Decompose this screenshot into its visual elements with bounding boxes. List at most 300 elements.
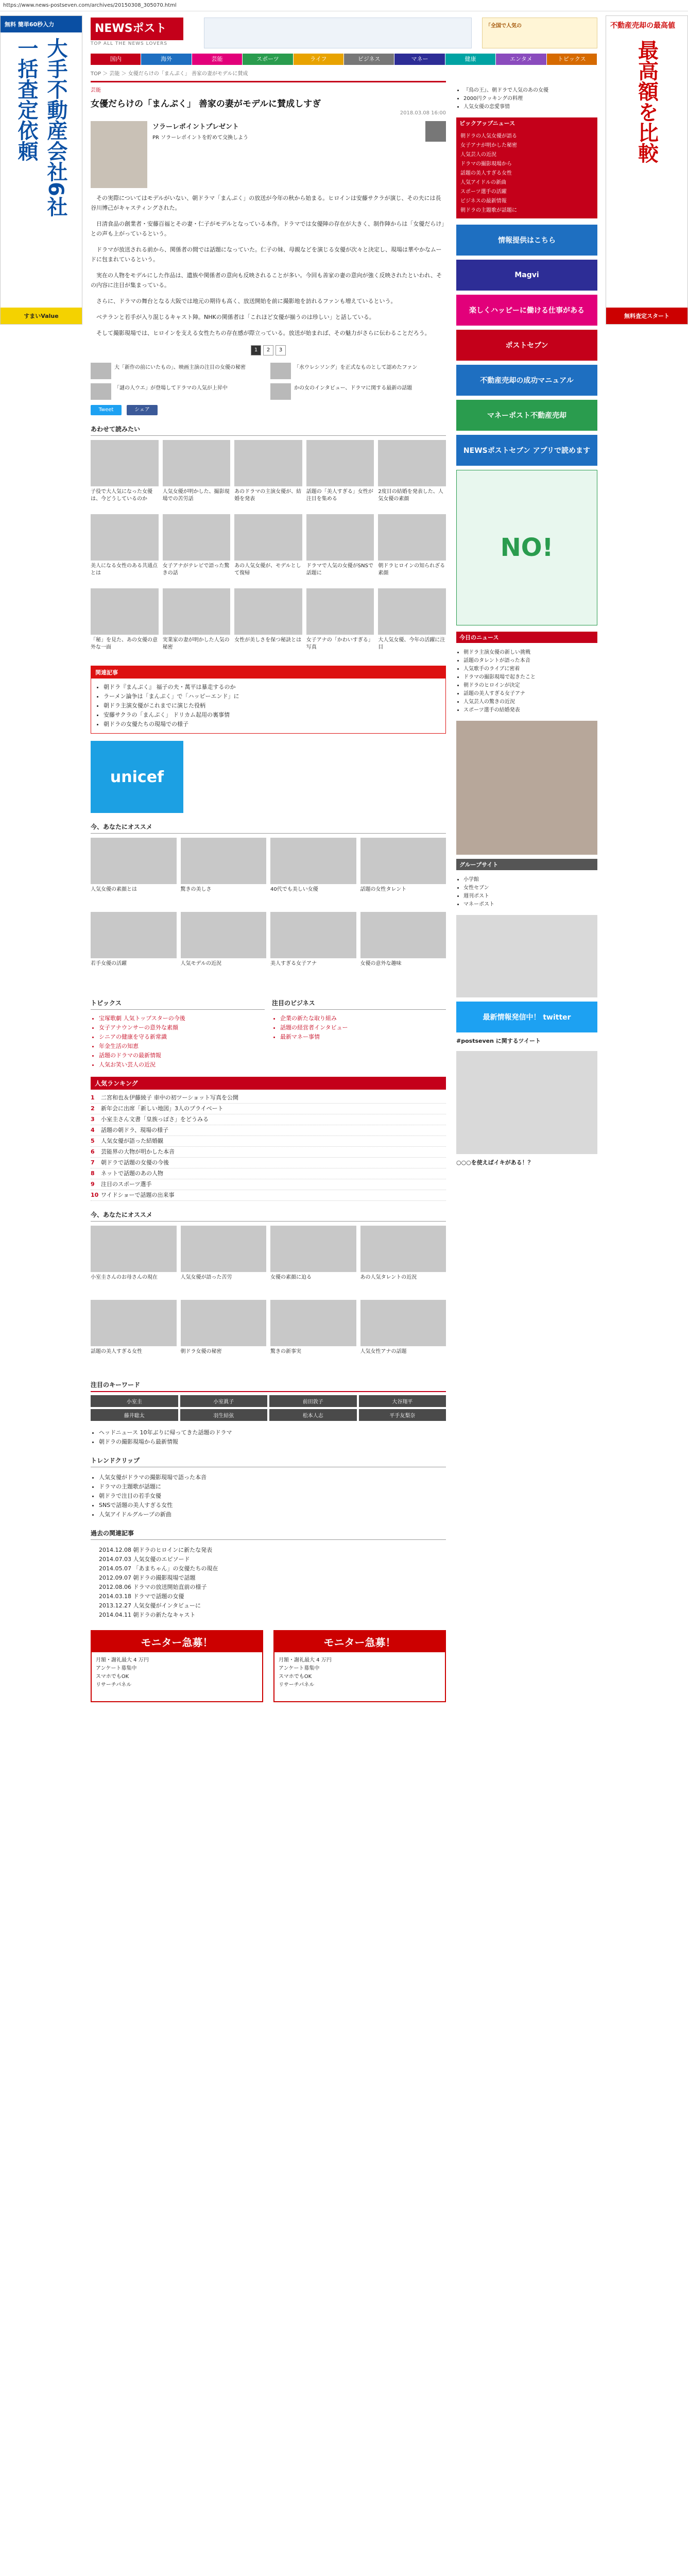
- related-item[interactable]: [270, 383, 446, 400]
- ranking-item[interactable]: [91, 1125, 446, 1136]
- photo-caption: 若手女優の活躍: [91, 961, 127, 967]
- photo-card[interactable]: [234, 588, 302, 658]
- photo-caption: 話題の「美人すぎる」女性が注目を集める: [306, 489, 373, 502]
- site-logo[interactable]: NEWSポスト: [91, 18, 183, 40]
- photo-thumb: [270, 912, 356, 958]
- recommend2-grid: [91, 838, 446, 982]
- ranking-text: ワイドショーで話題の出来事: [101, 1192, 175, 1198]
- photo-thumb: [270, 1300, 356, 1346]
- article-category[interactable]: 芸能: [91, 88, 101, 93]
- photo-card[interactable]: [360, 912, 446, 982]
- article-date: 2018.03.08 16:00: [400, 110, 446, 116]
- photo-thumb: [181, 912, 267, 958]
- monitor-ad-title: モニター急募！: [274, 1631, 445, 1652]
- photo-caption: 女子アナがテレビで語った驚きの話: [162, 563, 230, 576]
- photo-thumb: [163, 514, 231, 561]
- ranking-text: 芸能界の大物が明かした本音: [101, 1148, 175, 1155]
- photo-thumb: [91, 588, 159, 635]
- ranking-item[interactable]: [91, 1179, 446, 1190]
- nav-item[interactable]: 国内: [91, 54, 141, 65]
- topic-link[interactable]: • シニアの健康を守る新常識: [99, 1032, 265, 1042]
- related-article-link[interactable]: • 安藤サクラの「まんぷく」 ドリカム起用の裏事情: [104, 710, 441, 720]
- ranking-text: 注目のスポーツ選手: [101, 1181, 152, 1188]
- past-article-link[interactable]: 2014.03.18 ドラマで話題の女優: [99, 1593, 184, 1600]
- photo-thumb: [181, 838, 267, 884]
- photo-thumb: [234, 440, 302, 486]
- ranking-section: [91, 1077, 446, 1201]
- article-header: [91, 81, 446, 116]
- ranking-item[interactable]: [91, 1104, 446, 1114]
- ranking-number: 9: [91, 1181, 95, 1188]
- recommend2-title: 今、あなたにオススメ: [91, 820, 446, 834]
- monitor-line: アンケート募集中: [96, 1666, 137, 1671]
- sidebar-top-news: [456, 87, 597, 111]
- pickup-link[interactable]: ビジネスの最新情報: [460, 198, 507, 204]
- photo-thumb: [91, 838, 177, 884]
- article-photo: [91, 121, 147, 188]
- photo-card[interactable]: [270, 912, 356, 982]
- photo-caption: 小室圭さんのお母さんの現在: [91, 1275, 158, 1280]
- pickup-link[interactable]: 人気アイドルの新曲: [460, 180, 507, 185]
- tweet-button[interactable]: Tweet: [91, 405, 122, 415]
- photo-card[interactable]: [360, 838, 446, 908]
- nav-item[interactable]: 芸能: [192, 54, 243, 65]
- facebook-share-button[interactable]: シェア: [127, 405, 158, 415]
- past-article-link[interactable]: 2012.09.07 朝ドラの撮影現場で話題: [99, 1574, 196, 1581]
- main-column: [91, 81, 446, 1702]
- photo-caption: あの人気女優が、モデルとして復帰: [234, 563, 301, 576]
- monitor-line: アンケート募集中: [279, 1666, 320, 1671]
- nav-item[interactable]: スポーツ: [243, 54, 293, 65]
- trend-link[interactable]: • SNSで話題の美人すぎる女性: [99, 1501, 446, 1510]
- article-paragraph: ベテランと若手が入り混じるキャスト陣。NHKの関係者は「これほど女優が揃うのは珍しい」と話している。: [96, 314, 375, 320]
- photo-card[interactable]: [234, 514, 302, 584]
- photo-caption: 驚きの新事実: [270, 1349, 301, 1354]
- related-links: [91, 363, 446, 400]
- photo-caption: 驚きの美しさ: [180, 887, 212, 892]
- sponsor-thumb: [425, 121, 446, 142]
- ranking-text: 話題の朝ドラ、現場の様子: [101, 1127, 169, 1133]
- sidebar-news-link[interactable]: • 人気女優の恋愛事情: [463, 103, 597, 111]
- photo-thumb: [378, 440, 446, 486]
- photo-caption: あの人気タレントの近況: [360, 1275, 417, 1280]
- pickup-title: ピックアップニュース: [456, 117, 597, 129]
- photo-card[interactable]: [91, 514, 159, 584]
- sidebar-banner[interactable]: マネーポスト不動産売却: [456, 400, 597, 431]
- photo-card[interactable]: [91, 1300, 177, 1370]
- header-banner-ad-2[interactable]: 「全国で人気の: [482, 18, 597, 48]
- topics-section: [91, 989, 446, 1070]
- photo-card[interactable]: [163, 514, 231, 584]
- related-item[interactable]: [91, 363, 266, 379]
- photo-caption: 話題の女性タレント: [360, 887, 407, 892]
- ranking-text: ネットで話題のあの人物: [101, 1170, 163, 1177]
- photo-caption: 女性が美しさを保つ秘訣とは: [234, 637, 302, 643]
- nav-item[interactable]: 健康: [445, 54, 496, 65]
- topic-link[interactable]: • 年金生活の知恵: [99, 1042, 265, 1051]
- pickup-link[interactable]: 朝ドラの主題歌が話題に: [460, 208, 517, 213]
- photo-thumb: [181, 1226, 267, 1272]
- photo-card[interactable]: [378, 514, 446, 584]
- photo-thumb: [163, 440, 231, 486]
- today-news-link[interactable]: • 話題の美人すぎる女子アナ: [463, 690, 597, 698]
- pickup-link[interactable]: 人気芸人の近況: [460, 152, 496, 158]
- related-article-link[interactable]: • 朝ドラ主演女優がこれまでに演じた役柄: [104, 701, 441, 710]
- photo-caption: 朝ドラヒロインの知られざる素顔: [378, 563, 445, 576]
- related-thumb: [91, 383, 111, 400]
- ranking-number: 5: [91, 1138, 95, 1144]
- photo-card[interactable]: [91, 912, 177, 982]
- site-header: [91, 15, 597, 52]
- sidebar-gray-ad[interactable]: [456, 915, 597, 997]
- photo-card[interactable]: [91, 1226, 177, 1296]
- page-container: [91, 15, 597, 1702]
- left-ad-headline: 大手不動産会社6社一括査定依頼: [14, 38, 67, 217]
- sponsor-block[interactable]: [91, 121, 446, 188]
- ranking-title: 人気ランキング: [91, 1077, 446, 1090]
- trend-link[interactable]: • ドラマの主題歌が話題に: [99, 1482, 446, 1492]
- ranking-item[interactable]: [91, 1093, 446, 1104]
- past-article-link[interactable]: 2014.07.03 人気女優のエピソード: [99, 1556, 190, 1563]
- ranking-number: 6: [91, 1148, 95, 1155]
- photo-card[interactable]: [181, 912, 267, 982]
- breadcrumb: TOP ＞ 芸能 ＞ 女優だらけの「まんぷく」 善家の妻がモデルに賛成: [91, 71, 248, 77]
- related-thumb: [270, 383, 291, 400]
- article-body: [91, 193, 446, 338]
- keyword-chip[interactable]: 小室圭: [91, 1395, 178, 1407]
- article-paragraph: さらに、ドラマの舞台となる大阪では地元の期待も高く、放送開始を前に撮影地を訪れるファンも増えているという。: [96, 298, 397, 304]
- photo-card[interactable]: [270, 1300, 356, 1370]
- pickup-link[interactable]: 女子アナが明かした秘密: [460, 143, 517, 148]
- left-ad-cta[interactable]: すまいValue: [1, 308, 82, 324]
- keyword-chip[interactable]: 羽生結弦: [180, 1409, 268, 1421]
- sidebar-tweets[interactable]: [456, 1051, 597, 1154]
- today-news-link[interactable]: • スポーツ選手の結婚発表: [463, 706, 597, 715]
- monitor-ad-2[interactable]: [273, 1630, 446, 1702]
- sidebar-banner[interactable]: 不動産売却の成功マニュアル: [456, 365, 597, 396]
- related-article-link[interactable]: • 朝ドラの女優たちの現場での様子: [104, 720, 441, 729]
- address-bar[interactable]: https://www.news-postseven.com/archives/20150308_305070.html: [0, 0, 688, 11]
- related-articles-title: 関連記事: [91, 666, 445, 679]
- ranking-text: 小室圭さん文書「皇族っぽさ」をどうみる: [101, 1116, 209, 1123]
- photo-caption: 美人になる女性のある共通点とは: [91, 563, 158, 576]
- post-tweets-title: #postseven に関するツイート: [456, 1038, 541, 1044]
- photo-caption: 「秘」を見た、あの女優の意外な一面: [91, 637, 158, 650]
- business-link[interactable]: • 話題の経営者インタビュー: [280, 1023, 446, 1032]
- recommend-grid: [91, 440, 446, 658]
- related-text: 「水ウレシソング」を正式なものとして認めたファン: [294, 365, 418, 370]
- group-site-link[interactable]: • 週刊ポスト: [463, 892, 597, 901]
- monitor-ad-1[interactable]: [91, 1630, 263, 1702]
- trend-link[interactable]: • 人気女優がドラマの撮影現場で語った本音: [99, 1473, 446, 1482]
- past-article-link[interactable]: 2012.08.06 ドラマの放送開始直前の様子: [99, 1584, 207, 1590]
- nav-item[interactable]: ライフ: [294, 54, 344, 65]
- photo-card[interactable]: [378, 440, 446, 510]
- keyword-title: 注目のキーワード: [91, 1378, 446, 1392]
- keyword-box: [91, 1378, 446, 1421]
- group-site-link[interactable]: • 女性セブン: [463, 884, 597, 892]
- photo-thumb: [306, 514, 374, 561]
- ranking-number: 7: [91, 1159, 95, 1166]
- photo-caption: ドラマで人気の女優がSNSで話題に: [306, 563, 373, 576]
- photo-thumb: [306, 440, 374, 486]
- photo-thumb: [360, 1300, 446, 1346]
- page-link[interactable]: 1: [251, 345, 261, 355]
- photo-caption: 2度目の結婚を発表した、人気女優の素顔: [378, 489, 443, 502]
- photo-card[interactable]: [270, 1226, 356, 1296]
- today-news-link[interactable]: • 人気歌手のライブに密着: [463, 665, 597, 673]
- photo-caption: 人気女優の素顔とは: [91, 887, 137, 892]
- today-news-link[interactable]: • 人気芸人の驚きの近況: [463, 698, 597, 706]
- photo-caption: 女子アナの「かわいすぎる」写真: [306, 637, 373, 650]
- photo-caption: 40代でも美しい女優: [270, 887, 318, 892]
- unicef-ad[interactable]: unicef: [91, 741, 183, 813]
- nav-item[interactable]: 海外: [141, 54, 192, 65]
- pickup-link[interactable]: 話題の美人すぎる女性: [460, 171, 512, 176]
- nav-item[interactable]: トピックス: [547, 54, 597, 65]
- photo-thumb: [378, 588, 446, 635]
- photo-caption: 女優の素顔に迫る: [270, 1275, 312, 1280]
- left-side-ad[interactable]: [0, 15, 82, 325]
- photo-caption: 人気女性アナの話題: [360, 1349, 407, 1354]
- trend-link[interactable]: • 人気アイドルグループの新曲: [99, 1510, 446, 1519]
- recommend-title: あわせて読みたい: [91, 422, 446, 436]
- photo-thumb: [306, 588, 374, 635]
- sidebar-banner[interactable]: NEWSポストセブン アプリで読めます: [456, 435, 597, 466]
- photo-card[interactable]: [306, 514, 374, 584]
- today-news-link[interactable]: • 話題のタレントが語った本音: [463, 657, 597, 665]
- news-link[interactable]: • 朝ドラの撮影現場から最新情報: [99, 1437, 446, 1447]
- business-link[interactable]: • 企業の新たな取り組み: [280, 1014, 446, 1023]
- page-link[interactable]: 3: [276, 345, 286, 355]
- today-title: 今日のニュース: [456, 632, 597, 643]
- photo-card[interactable]: [378, 588, 446, 658]
- sidebar-banner[interactable]: 情報提供はこちら: [456, 225, 597, 256]
- ranking-item[interactable]: [91, 1168, 446, 1179]
- sidebar-banner[interactable]: ポストセブン: [456, 330, 597, 361]
- today-box: [456, 632, 597, 715]
- photo-card[interactable]: [181, 1300, 267, 1370]
- nav-item[interactable]: エンタメ: [496, 54, 546, 65]
- ranking-item[interactable]: [91, 1190, 446, 1201]
- sidebar-photo-ad[interactable]: [456, 721, 597, 855]
- page-link[interactable]: 2: [263, 345, 273, 355]
- photo-thumb: [360, 912, 446, 958]
- ranking-number: 1: [91, 1094, 95, 1101]
- ranking-text: 新年会に出席「新しい地図」3人のプライベート: [101, 1105, 223, 1112]
- sidebar-news-link[interactable]: • 2000円クッキングの料理: [463, 95, 597, 103]
- photo-card[interactable]: [360, 1226, 446, 1296]
- photo-card[interactable]: [91, 588, 159, 658]
- photo-caption: 人気女優が語った苦労: [180, 1275, 232, 1280]
- photo-thumb: [360, 1226, 446, 1272]
- photo-thumb: [234, 588, 302, 635]
- photo-caption: 話題の美人すぎる女性: [91, 1349, 142, 1354]
- keyword-chip[interactable]: 藤井聡太: [91, 1409, 178, 1421]
- sponsor-text: PR ソラーレポイントを貯めて交換しよう: [152, 135, 248, 141]
- keyword-chip[interactable]: 松本人志: [269, 1409, 357, 1421]
- monitor-line: リサーチパネル: [96, 1682, 132, 1688]
- group-title: グループサイト: [456, 859, 597, 870]
- monitor-line: スマホでもOK: [96, 1674, 129, 1680]
- sidebar-banner[interactable]: 楽しくハッピーに働ける仕事がある: [456, 295, 597, 326]
- related-text: 「謎の人ウエ」が登場してドラマの人気が上昇中: [114, 385, 228, 391]
- related-text: 大「新作の前にいたもの」、映画主演の注目の女優の秘密: [114, 365, 246, 370]
- ranking-number: 4: [91, 1127, 95, 1133]
- ranking-text: 二宮和也＆伊藤綾子 車中の初ツーショット写真を公開: [101, 1094, 239, 1101]
- topic-link[interactable]: • 人気お笑い芸人の近況: [99, 1060, 265, 1070]
- trend-title: トレンドクリップ: [91, 1454, 446, 1467]
- group-site-link[interactable]: • マネーポスト: [463, 901, 597, 909]
- ranking-item[interactable]: [91, 1114, 446, 1125]
- sidebar-big-ad[interactable]: NO!: [456, 470, 597, 625]
- trend-link[interactable]: • 朝ドラで注目の若手女優: [99, 1492, 446, 1501]
- photo-thumb: [163, 588, 231, 635]
- pickup-link[interactable]: 朝ドラの人気女優が語る: [460, 133, 517, 139]
- related-article-link[interactable]: • ラーメン論争は「まんぷく」で「ハッピーエンド」に: [104, 692, 441, 701]
- today-news-link[interactable]: • 朝ドラのヒロインが決定: [463, 682, 597, 690]
- photo-thumb: [234, 514, 302, 561]
- photo-thumb: [91, 514, 159, 561]
- photo-card[interactable]: [91, 440, 159, 510]
- photo-card[interactable]: [163, 440, 231, 510]
- article-paragraph: その実際についてはモデルがいない、朝ドラマ「まんぷく」の放送が今年の秋から始まる。ヒロインは安藤サクラが演じ、その夫には長谷川博己がキャスティングされた。: [91, 195, 441, 211]
- sidebar-banner[interactable]: Magvi: [456, 260, 597, 291]
- topic-link[interactable]: • 女子アナウンサーの意外な素顔: [99, 1023, 265, 1032]
- pagination: [91, 345, 446, 355]
- photo-thumb: [91, 912, 177, 958]
- photo-card[interactable]: [270, 838, 356, 908]
- ranking-text: 人気女優が語った結婚観: [101, 1138, 163, 1144]
- photo-card[interactable]: [163, 588, 231, 658]
- header-banner-ad[interactable]: [204, 18, 472, 48]
- photo-caption: 実業家の妻が明かした人気の秘密: [162, 637, 230, 650]
- past-title: 過去の関連記事: [91, 1527, 446, 1540]
- keyword-chip[interactable]: 平手友梨奈: [359, 1409, 446, 1421]
- topics-title: トピックス: [91, 996, 265, 1010]
- related-text: かの女のインタビュー、ドラマに関する最新の話題: [294, 385, 412, 391]
- photo-caption: 人気女優が明かした、撮影現場での苦労話: [162, 489, 230, 502]
- monitor-line: 月額・謝礼最大 4 万円: [279, 1657, 332, 1663]
- photo-card[interactable]: [181, 1226, 267, 1296]
- photo-thumb: [270, 1226, 356, 1272]
- photo-thumb: [181, 1300, 267, 1346]
- article-paragraph: 実在の人物をモデルにした作品は、遺族や関係者の意向も反映されることが多い。今回も善家の妻の意向が強く反映されたといわれ、その内容に注目が集まっている。: [91, 272, 442, 289]
- photo-caption: 人気モデルの近況: [180, 961, 221, 967]
- social-buttons: [91, 405, 446, 415]
- news-link[interactable]: • ヘッドニュース 10年ぶりに帰ってきた話題のドラマ: [99, 1428, 446, 1437]
- related-thumb: [91, 363, 111, 379]
- related-articles-box: [91, 666, 446, 734]
- sidebar-news-link[interactable]: • 『鳥の王』、朝ドラで人気のあの女優: [463, 87, 597, 95]
- past-article-link[interactable]: 2014.04.11 朝ドラの新たなキャスト: [99, 1612, 196, 1618]
- related-item[interactable]: [91, 383, 266, 400]
- article-paragraph: ドラマが放送される前から、関係者の間では話題になっていた。仁子の妹、母親などを演じる女優が次々と決定し、現場は華やかなムードに包まれているという。: [91, 246, 442, 263]
- photo-thumb: [360, 838, 446, 884]
- group-site-link[interactable]: • 小学館: [463, 876, 597, 884]
- photo-card[interactable]: [91, 838, 177, 908]
- article-paragraph: 日清食品の創業者・安藤百福とその妻・仁子がモデルとなっている本作。ドラマでは女優陣の存在が大きく、制作陣からは「女優だらけ」との声も上がっているという。: [91, 221, 444, 237]
- monitor-line: リサーチパネル: [279, 1682, 315, 1688]
- photo-caption: 女優の意外な趣味: [360, 961, 402, 967]
- business-link[interactable]: • 最新マネー事情: [280, 1032, 446, 1042]
- photo-thumb: [378, 514, 446, 561]
- site-tagline: TOP ALL THE NEWS LOVERS: [91, 41, 168, 46]
- photo-caption: あのドラマの主演女優が、結婚を発表: [234, 489, 302, 502]
- photo-card[interactable]: [306, 588, 374, 658]
- ranking-item[interactable]: [91, 1136, 446, 1147]
- photo-thumb: [91, 1300, 177, 1346]
- right-ad-headline: 最高額を比較: [634, 40, 659, 163]
- topic-link[interactable]: • 話題のドラマの最新情報: [99, 1051, 265, 1060]
- ranking-number: 3: [91, 1116, 95, 1123]
- keyword-chip[interactable]: 小室眞子: [180, 1395, 268, 1407]
- sponsor-title[interactable]: ソラーレポイントプレゼント: [152, 123, 239, 131]
- today-news-link[interactable]: • ドラマの撮影現場で起きたこと: [463, 673, 597, 682]
- photo-caption: 美人すぎる女子アナ: [270, 961, 317, 967]
- ranking-text: 朝ドラで話題の女優の今後: [101, 1159, 169, 1166]
- nav-item[interactable]: マネー: [394, 54, 445, 65]
- past-article-link[interactable]: 2014.05.07 「あまちゃん」の女優たちの現在: [99, 1565, 218, 1572]
- photo-thumb: [91, 1226, 177, 1272]
- right-ad-top: 不動産売却の最高値: [606, 16, 687, 35]
- ranking-number: 8: [91, 1170, 95, 1177]
- news-items: [91, 1428, 446, 1447]
- topic-link[interactable]: • 宝塚歌劇 人気トップスターの今後: [99, 1014, 265, 1023]
- twitter-banner[interactable]: 最新情報発信中！ twitter: [456, 1002, 597, 1032]
- photo-caption: 朝ドラ女優の秘密: [180, 1349, 222, 1354]
- pickup-link[interactable]: スポーツ選手の活躍: [460, 189, 507, 195]
- photo-thumb: [91, 440, 159, 486]
- article-title: 女優だらけの「まんぷく」 善家の妻がモデルに賛成しすぎ: [91, 99, 321, 109]
- ranking-number: 10: [91, 1192, 99, 1198]
- group-box: [456, 859, 597, 909]
- sidebar-banners: [456, 225, 597, 466]
- photo-card[interactable]: [360, 1300, 446, 1370]
- past-article-link[interactable]: 2013.12.27 人気女優がインタビューに: [99, 1602, 201, 1609]
- ranking-number: 2: [91, 1105, 95, 1112]
- recommend3-grid: [91, 1226, 446, 1370]
- keyword-chip[interactable]: 大谷翔平: [359, 1395, 446, 1407]
- ranking-item[interactable]: [91, 1158, 446, 1168]
- monitor-ads: [91, 1630, 446, 1702]
- photo-card[interactable]: [306, 440, 374, 510]
- photo-caption: 子役で大人気になった女優は、今どうしているのか: [91, 489, 152, 502]
- today-news-link[interactable]: • 朝ドラ主演女優の新しい挑戦: [463, 649, 597, 657]
- business-title: 注目のビジネス: [272, 996, 446, 1010]
- nav-item[interactable]: ビジネス: [344, 54, 394, 65]
- related-thumb: [270, 363, 291, 379]
- related-article-link[interactable]: • 朝ドラ『まんぷく』 福子の夫・萬平は暴走するのか: [104, 683, 441, 692]
- photo-card[interactable]: [181, 838, 267, 908]
- monitor-ad-title: モニター急募！: [92, 1631, 262, 1652]
- ranking-item[interactable]: [91, 1147, 446, 1158]
- related-item[interactable]: [270, 363, 446, 379]
- keyword-chip[interactable]: 前田敦子: [269, 1395, 357, 1407]
- sidebar-bottom-text[interactable]: ○○○を使えばイキがある！？: [456, 1159, 534, 1166]
- pickup-link[interactable]: ドラマの撮影現場から: [460, 161, 512, 167]
- pickup-box: [456, 117, 597, 218]
- photo-card[interactable]: [234, 440, 302, 510]
- sidebar: [456, 81, 597, 1702]
- right-ad-cta[interactable]: 無料査定スタート: [606, 308, 687, 324]
- left-ad-top: 無料 簡単60秒入力: [1, 16, 82, 32]
- photo-caption: 大人気女優、今年の活躍に注目: [378, 637, 445, 650]
- right-side-ad[interactable]: [606, 15, 688, 325]
- photo-thumb: [270, 838, 356, 884]
- past-article-link[interactable]: 2014.12.08 朝ドラのヒロインに新たな発表: [99, 1547, 213, 1553]
- category-nav: [91, 54, 597, 65]
